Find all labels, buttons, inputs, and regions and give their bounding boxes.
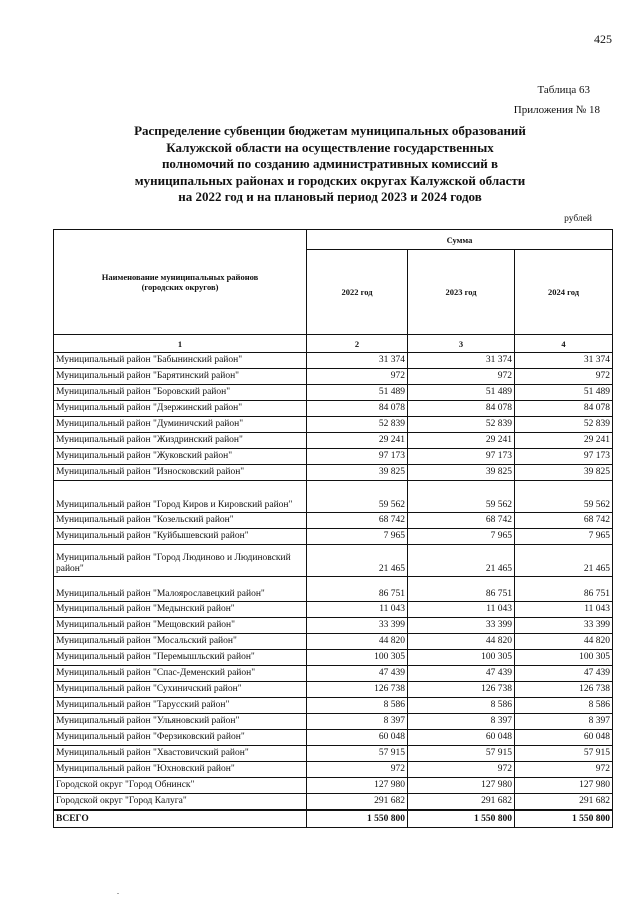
table-row [54,698,613,714]
header-name-column: Наименование муниципальных районов (городских округов) [54,230,307,335]
total-2023: 1 550 800 [408,810,515,828]
district-name: Муниципальный район "Козельский район" [54,513,307,529]
amount-2024: 57 915 [515,746,613,762]
amount-2022: 7 965 [307,529,408,545]
amount-2024: 52 839 [515,417,613,433]
district-name: Муниципальный район "Думиничский район" [54,417,307,433]
amount-2022: 39 825 [307,465,408,481]
footer-mark: . [117,887,119,896]
page-number: 425 [594,32,612,46]
amount-2023: 59 562 [408,481,515,513]
amount-2024: 126 738 [515,682,613,698]
amount-2023: 39 825 [408,465,515,481]
amount-2022: 972 [307,369,408,385]
amount-2024: 60 048 [515,730,613,746]
amount-2023: 291 682 [408,794,515,811]
amount-2024: 8 586 [515,698,613,714]
table-row [54,666,613,682]
district-name: Муниципальный район "Перемышльский район" [54,650,307,666]
amount-2022: 21 465 [307,545,408,577]
district-name: Муниципальный район "Барятинский район" [54,369,307,385]
header-year-2023: 2023 год [408,250,515,335]
amount-2023: 47 439 [408,666,515,682]
amount-2024: 127 980 [515,778,613,794]
district-name: Муниципальный район "Ульяновский район" [54,714,307,730]
district-name: Муниципальный район "Жуковский район" [54,449,307,465]
table-row [54,730,613,746]
amount-2023: 8 397 [408,714,515,730]
amount-2023: 100 305 [408,650,515,666]
total-label: ВСЕГО [54,810,307,828]
title-line: на 2022 год и на плановый период 2023 и 2024 годов [178,189,482,204]
title-line: Калужской области на осуществление государственных [166,139,494,155]
district-name: Муниципальный район "Дзержинский район" [54,401,307,417]
amount-2022: 97 173 [307,449,408,465]
table-row [54,762,613,778]
title-line: полномочий по созданию административных комиссий в [161,156,499,171]
amount-2024: 291 682 [515,794,613,811]
amount-2022: 52 839 [307,417,408,433]
amount-2024: 8 397 [515,714,613,730]
table-row [54,682,613,698]
title-line: Распределение субвенции бюджетам муниципальных образований [134,123,526,138]
amount-2024: 33 399 [515,618,613,634]
district-name: Городской округ "Город Обнинск" [54,778,307,794]
amount-2023: 57 915 [408,746,515,762]
amount-2023: 97 173 [408,449,515,465]
district-name: Муниципальный район "Жиздринский район" [54,433,307,449]
amount-2022: 8 397 [307,714,408,730]
column-number: 4 [515,335,613,353]
table-row [54,650,613,666]
amount-2023: 7 965 [408,529,515,545]
table-row [54,369,613,385]
district-name: Муниципальный район "Город Людиново и Людиновский район" [54,545,307,577]
amount-2023: 33 399 [408,618,515,634]
amount-2024: 972 [515,762,613,778]
amount-2024: 51 489 [515,385,613,401]
header-sum: Сумма [307,230,613,250]
amount-2022: 11 043 [307,602,408,618]
table-row [54,513,613,529]
district-name: Муниципальный район "Ферзиковский район" [54,730,307,746]
amount-2024: 972 [515,369,613,385]
amount-2023: 60 048 [408,730,515,746]
column-number: 2 [307,335,408,353]
amount-2022: 47 439 [307,666,408,682]
table-row [54,353,613,369]
subvention-table [53,229,613,828]
table-row [54,714,613,730]
amount-2022: 127 980 [307,778,408,794]
amount-2024: 44 820 [515,634,613,650]
table-row [54,602,613,618]
document-title [60,123,600,206]
table-row [54,545,613,577]
amount-2022: 86 751 [307,577,408,602]
district-name: Городской округ "Город Калуга" [54,794,307,811]
district-name: Муниципальный район "Мещовский район" [54,618,307,634]
amount-2022: 29 241 [307,433,408,449]
district-name: Муниципальный район "Медынский район" [54,602,307,618]
amount-2023: 11 043 [408,602,515,618]
amount-2023: 51 489 [408,385,515,401]
district-name: Муниципальный район "Хвастовичский район" [54,746,307,762]
district-name: Муниципальный район "Юхновский район" [54,762,307,778]
table-id: Таблица 63 [537,84,590,96]
table-row [54,618,613,634]
district-name: Муниципальный район "Город Киров и Кировский район" [54,481,307,513]
district-name: Муниципальный район "Мосальский район" [54,634,307,650]
amount-2022: 51 489 [307,385,408,401]
district-name: Муниципальный район "Спас-Деменский район" [54,666,307,682]
amount-2024: 84 078 [515,401,613,417]
amount-2024: 47 439 [515,666,613,682]
table-row [54,449,613,465]
amount-2024: 21 465 [515,545,613,577]
district-name: Муниципальный район "Сухиничский район" [54,682,307,698]
amount-2022: 68 742 [307,513,408,529]
amount-2023: 972 [408,762,515,778]
amount-2023: 29 241 [408,433,515,449]
amount-2024: 97 173 [515,449,613,465]
table-row [54,401,613,417]
table-row [54,778,613,794]
district-name: Муниципальный район "Износковский район" [54,465,307,481]
amount-2023: 126 738 [408,682,515,698]
column-number: 1 [54,335,307,353]
header-year-2022: 2022 год [307,250,408,335]
amount-2023: 127 980 [408,778,515,794]
total-row [54,810,613,828]
amount-2024: 11 043 [515,602,613,618]
amount-2022: 972 [307,762,408,778]
table-row [54,481,613,513]
district-name: Муниципальный район "Боровский район" [54,385,307,401]
table-row [54,433,613,449]
district-name: Муниципальный район "Тарусский район" [54,698,307,714]
district-name: Муниципальный район "Куйбышевский район" [54,529,307,545]
table-row [54,529,613,545]
district-name: Муниципальный район "Малоярославецкий район" [54,577,307,602]
amount-2024: 29 241 [515,433,613,449]
units-label: рублей [564,214,592,224]
district-name: Муниципальный район "Бабынинский район" [54,353,307,369]
amount-2023: 68 742 [408,513,515,529]
table-row [54,634,613,650]
header-year-2024: 2024 год [515,250,613,335]
amount-2022: 33 399 [307,618,408,634]
amount-2024: 39 825 [515,465,613,481]
amount-2023: 86 751 [408,577,515,602]
amount-2022: 291 682 [307,794,408,811]
amount-2023: 8 586 [408,698,515,714]
amount-2023: 52 839 [408,417,515,433]
amount-2022: 59 562 [307,481,408,513]
column-number: 3 [408,335,515,353]
amount-2024: 59 562 [515,481,613,513]
amount-2024: 31 374 [515,353,613,369]
table-row [54,417,613,433]
title-line: муниципальных районах и городских округах Калужской области [134,172,526,188]
total-2024: 1 550 800 [515,810,613,828]
amount-2024: 68 742 [515,513,613,529]
amount-2023: 972 [408,369,515,385]
amount-2024: 86 751 [515,577,613,602]
amount-2022: 84 078 [307,401,408,417]
amount-2023: 21 465 [408,545,515,577]
amount-2022: 126 738 [307,682,408,698]
table-row [54,746,613,762]
amount-2022: 44 820 [307,634,408,650]
total-2022: 1 550 800 [307,810,408,828]
amount-2023: 44 820 [408,634,515,650]
amount-2022: 57 915 [307,746,408,762]
amount-2023: 84 078 [408,401,515,417]
table-row [54,577,613,602]
amount-2023: 31 374 [408,353,515,369]
amount-2022: 31 374 [307,353,408,369]
table-row [54,794,613,811]
amount-2024: 7 965 [515,529,613,545]
table-row [54,385,613,401]
amount-2022: 60 048 [307,730,408,746]
amount-2024: 100 305 [515,650,613,666]
appendix-label: Приложения № 18 [513,104,600,116]
amount-2022: 100 305 [307,650,408,666]
amount-2022: 8 586 [307,698,408,714]
table-row [54,465,613,481]
